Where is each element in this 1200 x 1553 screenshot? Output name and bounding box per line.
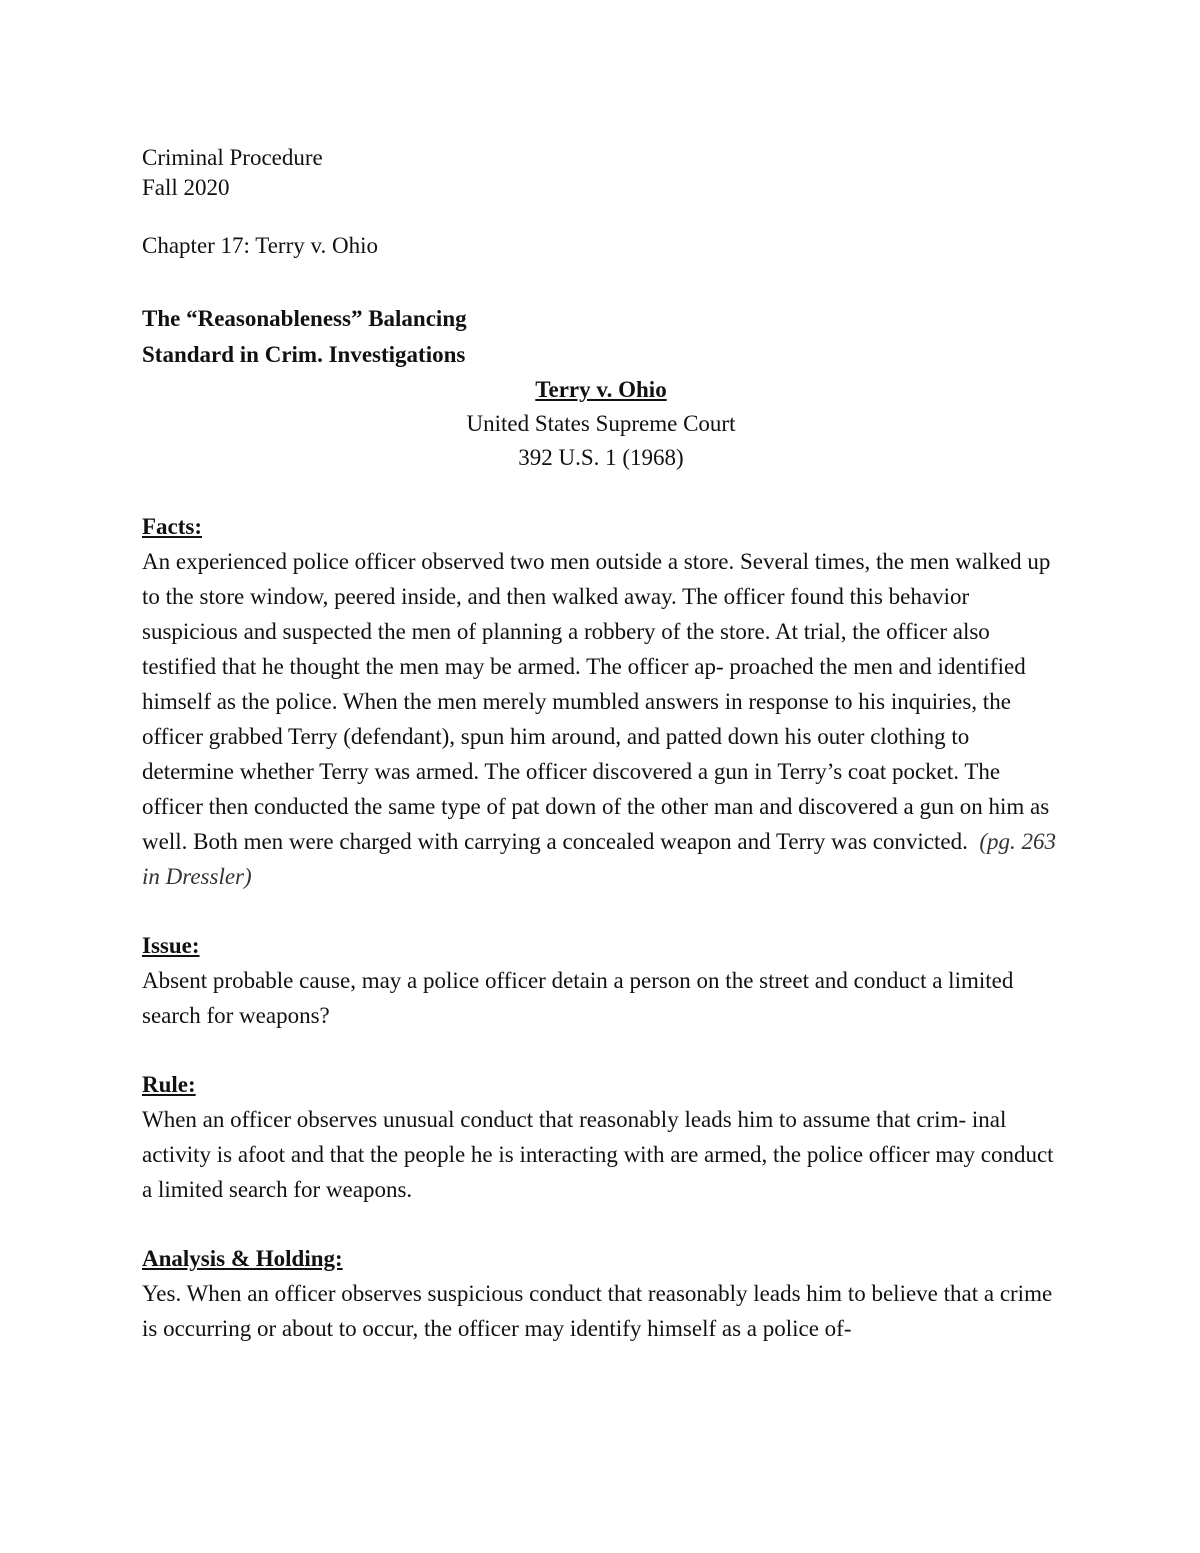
analysis-heading: Analysis & Holding: [142, 1246, 343, 1271]
topic-line-1: The “Reasonableness” Balancing [142, 306, 467, 331]
issue-heading: Issue: [142, 933, 200, 958]
facts-body: An experienced police officer observed two men outside a store. Several times, the men walked up to the store window, peered inside, and then walked away. The officer found this behavior suspicious and suspected the men of planning a robbery of the store. At trial, the officer also testified that he thought the men may be armed. The officer ap- proached the men and identified himself as the police. When the men merely mumbled answers in response to his inquiries, the officer grabbed Terry (defendant), spun him around, and patted down his outer clothing to determine whether Terry was armed. The officer discovered a gun in Terry’s coat pocket. The officer then conducted the same type of pat down of the other man and discovered a gun on him as well. Both men were charged with carrying a concealed weapon and Terry was convicted. [142, 549, 1051, 854]
facts-section [142, 509, 1060, 894]
facts-citation: (pg. 263 in Dressler) [142, 829, 1057, 889]
analysis-text: Yes. When an officer observes suspicious conduct that reasonably leads him to believe that a crime is occurring or about to occur, the officer may identify himself as a police of- [142, 1281, 1053, 1341]
course-title: Criminal Procedure [142, 145, 323, 170]
issue-section [142, 928, 1060, 1033]
facts-heading: Facts: [142, 514, 203, 539]
rule-text: When an officer observes unusual conduct that reasonably leads him to assume that crim- inal activity is afoot and that the people he is interacting with are armed, the police officer may conduct a limited search for weapons. [142, 1107, 1054, 1202]
facts-text [142, 544, 1060, 894]
case-name: Terry v. Ohio [535, 377, 667, 402]
analysis-section [142, 1241, 1060, 1346]
rule-section [142, 1067, 1060, 1207]
rule-heading: Rule: [142, 1072, 196, 1097]
case-citation: 392 U.S. 1 (1968) [518, 445, 684, 470]
issue-text: Absent probable cause, may a police officer detain a person on the street and conduct a limited search for weapons? [142, 968, 1014, 1028]
case-header [142, 373, 1060, 475]
chapter-title: Chapter 17: Terry v. Ohio [142, 233, 379, 258]
case-court: United States Supreme Court [466, 411, 736, 436]
topic-heading [142, 301, 1060, 373]
term: Fall 2020 [142, 175, 230, 200]
topic-line-2: Standard in Crim. Investigations [142, 342, 466, 367]
